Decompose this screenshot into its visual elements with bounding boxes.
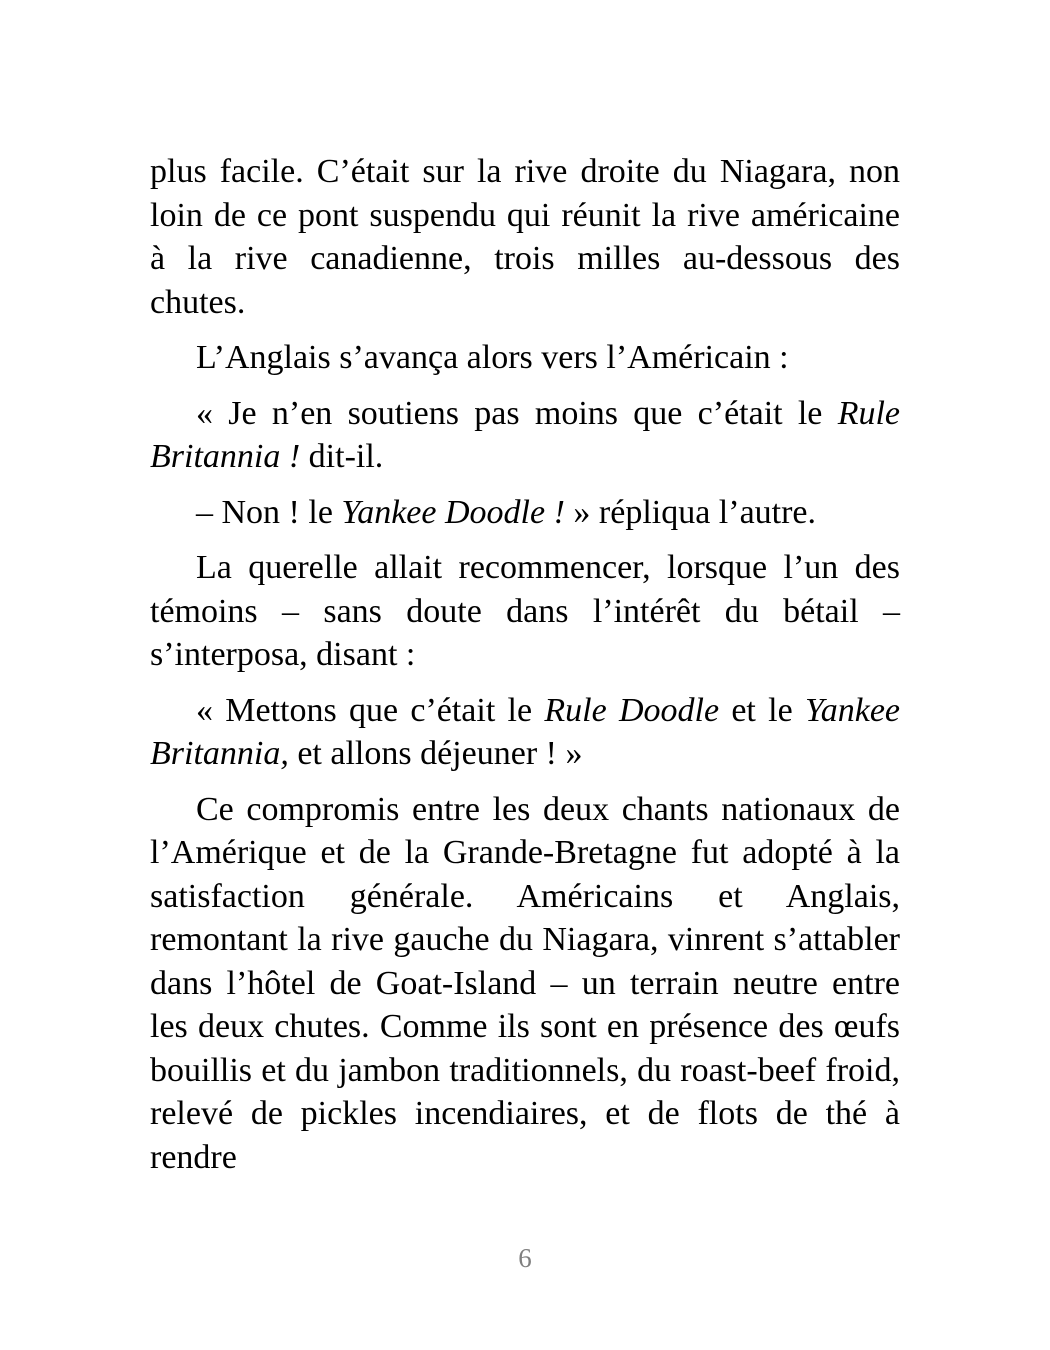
paragraph-1 (150, 150, 900, 324)
paragraph-4-italic-title: Yankee Doodle ! (341, 493, 565, 531)
paragraph-1-text: plus facile. C’était sur la rive droite du Niagara, non loin de ce pont suspendu qui réunit la rive américaine à la rive canadienne, trois milles au-dessous des chutes. (150, 153, 900, 321)
page-number: 6 (518, 1243, 532, 1273)
paragraph-6-text-c: et allons déjeuner ! » (288, 735, 583, 772)
paragraph-6-italic-title-1: Rule Doodle (544, 691, 720, 729)
paragraph-4-text-b: » répliqua l’autre. (564, 493, 817, 531)
paragraph-3-text-b: dit-il. (300, 438, 384, 475)
page-body (150, 150, 900, 1191)
paragraph-2 (150, 336, 900, 380)
paragraph-7-text: Ce compromis entre les deux chants nationaux de l’Amérique et de la Grande-Bretagne fut adopté à la satisfaction générale. Américains et Anglais, remontant la rive gauche du Niagara, vinrent s’attabler dans l’hôtel de Goat-Island – un terrain neutre entre les deux chutes. Comme ils sont en présence des œufs bouillis et du jambon traditionnels, du roast-beef froid, relevé de pickles incendiaires, et de flots de thé à rendre (150, 790, 900, 1176)
paragraph-6-text-b: et le (719, 691, 805, 729)
paragraph-5-text: La querelle allait recommencer, lorsque l’un des témoins – sans doute dans l’intérêt du bétail – s’interposa, disant : (150, 549, 900, 673)
paragraph-6-italic-title-2: Yankee Britannia, (150, 691, 900, 772)
paragraph-3-text-a: « Je n’en soutiens pas moins que c’était le (196, 394, 838, 432)
paragraph-2-text: L’Anglais s’avança alors vers l’Américain : (196, 339, 789, 376)
paragraph-3 (150, 392, 900, 479)
paragraph-5 (150, 546, 900, 677)
paragraph-6 (150, 689, 900, 776)
paragraph-6-text-a: « Mettons que c’était le (196, 691, 545, 729)
paragraph-4-text-a: – Non ! le (196, 493, 342, 531)
paragraph-3-italic-title: Rule Britannia ! (150, 394, 900, 475)
paragraph-7 (150, 788, 900, 1180)
paragraph-4 (150, 491, 900, 535)
